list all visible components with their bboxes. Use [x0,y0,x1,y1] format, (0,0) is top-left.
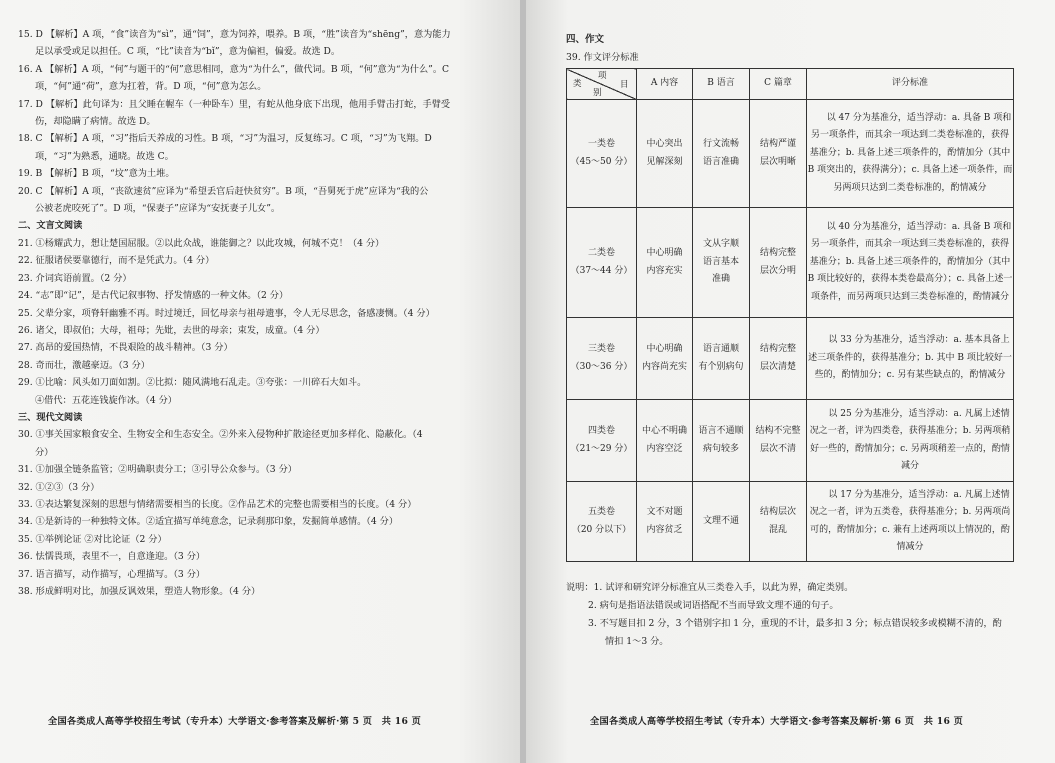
content-cell-line: 内容充实 [646,265,683,276]
corner-bottom-2: 别 [593,88,602,98]
structure-cell-line: 结构不完整 [755,426,801,436]
scoring-table [566,68,1014,562]
category-cell [567,400,637,482]
note-2: 2. 病句是指语法错误或词语搭配不当而导致文理不通的句子。 [588,600,839,611]
language-cell [693,208,750,318]
section-title: 四、作文 [566,34,605,45]
structure-cell-line: 结构层次 [759,507,796,517]
note-3: 3. 不写题目扣 2 分，3 个错别字扣 1 分，重现的不计，最多扣 3 分；标点错误较多或模糊不清的，酌 [588,618,1002,629]
content-cell [637,318,693,400]
structure-cell-line: 层次清楚 [759,361,796,372]
right-page-footer: 全国各类成人高等学校招生考试（专升本）大学语文·参考答案及解析·第 6 页 共 16 页 [590,716,964,727]
answer-continuation: 项，“何”通“荷”，意为扛着，背。D 项，“何”意为怎么。 [35,81,267,93]
category-cell [567,318,637,400]
standard-cell [807,400,1014,482]
content-cell [637,100,693,208]
answer-line: 16. A 【解析】A 项，“何”与题干的“何”意思相同，意为“为什么”，做代词。B 项，“何”意为“为什么”。C [18,63,450,75]
category-cell-line: 五类卷 [587,507,615,517]
standard-text: 以 25 分为基准分，适当浮动：a. 凡属上述情况之一者，评为四类卷，获得基准分；b. 另两项稍好一些的，酌情加分；c. 另两项稍差一点的，酌情减分 [809,408,1011,471]
answer-line: 38. 形成鲜明对比，加强反讽效果，塑造人物形象。（4 分） [18,586,261,597]
structure-cell-line: 层次分明 [759,265,796,276]
category-cell-line: 一类卷 [587,139,615,149]
standard-text: 以 47 分为基准分，适当浮动：a. 具备 B 项和另一项条件，而其余一项达到二类卷标准的，获得基准分；b. 具备上述三项条件的，酌情加分（其中 B 项突出的，获得满分）；c. 具备上述一项条件，而另两项只达到二类卷标准的，酌情减分 [807,112,1013,193]
content-cell [637,208,693,318]
category-cell-line: （30～36 分） [570,361,633,372]
content-cell-line: 文不对题 [646,507,683,517]
content-cell-line: 中心明确 [646,248,683,258]
answer-line: 17. D 【解析】此句译为：且父睡在幄车（一种卧车）里，有蛇从他身底下出现，他用手臂击打蛇，手臂受 [18,98,451,110]
answer-continuation: 足以承受或足以担任。C 项，“比”读音为“bǐ”，意为偏袒，偏爱。故选 D。 [35,46,341,58]
corner-top-1: 项 [598,71,607,81]
category-cell [567,482,637,562]
standard-cell [807,318,1014,400]
language-cell-line: 语言准确 [702,156,739,167]
content-cell [637,400,693,482]
answer-line: 22. 征服诸侯要靠德行，而不是凭武力。（4 分） [18,255,215,267]
language-cell-line: 病句较多 [702,443,739,454]
corner-top-2: 目 [620,80,629,90]
category-cell-line: 四类卷 [587,426,615,436]
language-cell-line: 文理不通 [702,515,739,526]
answer-line: 28. 奇而壮，激越豪迈。（3 分） [18,359,150,371]
table-row [567,100,1014,208]
standard-cell [807,100,1014,208]
answer-continuation: 公被老虎咬死了”。D 项，“保妻子”应译为“安抚妻子儿女”。 [35,203,281,215]
structure-cell-line: 混乱 [768,524,787,535]
language-cell-line: 语言基本 [702,256,739,267]
structure-cell [750,318,807,400]
answer-line: 24. “志”即“记”，是古代记叙事物、抒发情感的一种文体。（2 分） [18,290,289,302]
answer-list [18,26,478,600]
answer-line: 15. D 【解析】A 项，“食”读音为“sì”，通“饲”，意为饲养，喂养。B 项，“胜”读音为“shēng”，意为能力 [18,29,451,40]
category-cell-line: （45～50 分） [570,156,633,167]
category-cell-line: 三类卷 [587,344,615,354]
column-header: A 内容 [637,69,693,100]
standard-cell [807,208,1014,318]
answer-line: 31. ①加强全链条监管；②明确职责分工；③引导公众参与。（3 分） [18,464,297,476]
answer-line: 36. 怯懦畏琐，表里不一，自意逢迎。（3 分） [18,551,206,563]
answer-line: 23. 介词宾语前置。（2 分） [18,272,132,284]
corner-bottom-1: 类 [573,79,582,89]
table-row [567,482,1014,562]
structure-cell-line: 结构完整 [759,344,796,354]
left-page [0,0,522,763]
category-cell [567,208,637,318]
answer-line: 21. ①杨耀武力，想让楚国屈服。②以此众战，谁能御之？以此攻城，何城不克！（4 分） [18,237,385,249]
content-cell-line: 内容空泛 [646,443,683,454]
standard-text: 以 40 分为基准分，适当浮动：a. 具备 B 项和另一项条件，而其余一项达到三类卷标准的，获得基准分；b. 具备上述三项条件的，酌情加分（其中 B 项比较好的，获得本类卷最高分）；c. 具备上述一项条件，而另两项只达到三类卷标准的，酌情减分 [807,221,1013,302]
language-cell [693,318,750,400]
answer-continuation: 分） [35,446,54,458]
structure-cell [750,482,807,562]
structure-cell-line: 层次明晰 [759,156,796,167]
category-cell [567,100,637,208]
content-cell-line: 中心不明确 [641,426,687,436]
structure-cell-line: 结构完整 [759,248,796,258]
answer-line: 20. C 【解析】A 项，“丧欲速贫”应译为“希望丢官后赶快贫穷”。B 项，“吾舅死于虎”应译为“我的公 [18,185,429,197]
table-header-row [567,69,1014,100]
language-cell [693,100,750,208]
note-1: 说明：1. 试评和研究评分标准宜从三类卷入手，以此为界，确定类别。 [566,582,854,593]
structure-cell [750,400,807,482]
language-cell [693,400,750,482]
answer-line: 33. ①表达繁复深刻的思想与情绪需要相当的长度。②作品艺术的完整也需要相当的长度。（4 分） [18,498,417,510]
standard-text: 以 17 分为基准分，适当浮动：a. 凡属上述情况之一者，评为五类卷，获得基准分；b. 另两项尚可的，酌情加分；c. 兼有上述两项以上情况的，酌情减分 [809,489,1011,552]
notes-block [566,579,1016,651]
column-header: 评分标准 [807,69,1014,100]
answer-line: 25. 父辈分家，项脊轩幽雅不再。时过境迁，回忆母亲与祖母遗事，令人无尽思念，备感凄恻。（4 分） [18,307,435,319]
category-cell-line: （20 分以下） [571,524,632,535]
category-cell-line: 二类卷 [587,248,615,258]
table-row [567,208,1014,318]
answer-line: 29. ①比喻：风头如刀面如割。②比拟：随风满地石乱走。③夸张：一川碎石大如斗。 [18,377,367,389]
language-cell-line: 语言通顺 [702,344,739,354]
standard-cell [807,482,1014,562]
content-cell-line: 中心突出 [646,139,683,149]
answer-line: 35. ①举例论证 ②对比论证（2 分） [18,533,167,545]
table-row [567,318,1014,400]
answer-line: 37. 语言描写，动作描写，心理描写。（3 分） [18,568,206,580]
answer-line: 27. 高昂的爱国热情，不畏艰险的战斗精神。（3 分） [18,342,233,354]
language-cell-line: 语言不通顺 [698,426,744,436]
language-cell-line: 文从字顺 [702,239,739,250]
content-cell-line: 见解深刻 [646,156,683,167]
answer-line: 18. C 【解析】A 项，“习”指后天养成的习性。B 项，“习”为温习，反复练习。C 项，“习”为飞翔。D [18,133,432,145]
answer-line: 34. ①是新诗的一种独特文体。②适宜描写单纯意念，记录刹那印象，发掘简单感情。（4 分） [18,516,399,528]
structure-cell-line: 结构严谨 [759,139,796,149]
content-cell-line: 内容贫乏 [646,524,683,535]
content-cell [637,482,693,562]
structure-cell [750,208,807,318]
left-page-footer: 全国各类成人高等学校招生考试（专升本）大学语文·参考答案及解析·第 5 页 共 16 页 [48,716,422,727]
table-row [567,400,1014,482]
language-cell-line: 行文流畅 [702,139,739,149]
content-cell-line: 中心明确 [646,344,683,354]
note-3-continued: 情扣 1～3 分。 [605,636,669,647]
answer-line: 19. B 【解析】B 项，“坟”意为土堆。 [18,168,175,180]
corner-header [567,69,637,100]
category-cell-line: （37～44 分） [570,265,633,276]
table-subtitle: 39. 作文评分标准 [566,52,639,63]
category-cell-line: （21～29 分） [570,443,633,454]
standard-text: 以 33 分为基准分，适当浮动：a. 基本具备上述三项条件的，获得基准分；b. 其中 B 项比较好一些的，酌情加分；c. 另有某些缺点的，酌情减分 [808,335,1012,381]
content-cell-line: 内容尚充实 [641,361,687,372]
answer-line: 26. 诸父，即叔伯；大母，祖母；先妣，去世的母亲；束发，成童。（4 分） [18,324,325,336]
notes-label: 说明： [566,582,594,593]
answer-line: 32. ①②③（3 分） [18,481,100,493]
answer-continuation: ④借代：五花连钱旋作冰。（4 分） [35,394,177,406]
language-cell-line: 准确 [711,274,730,285]
language-cell-line: 有个别病句 [698,361,744,372]
answer-continuation: 项，“习”为熟悉，通晓。故选 C。 [35,150,174,162]
column-header: B 语言 [693,69,750,100]
structure-cell [750,100,807,208]
section-heading: 三、现代文阅读 [18,411,83,423]
answer-continuation: 伤，却隐瞒了病情。故选 D。 [35,116,156,128]
structure-cell-line: 层次不清 [759,443,796,454]
section-heading: 二、文言文阅读 [18,220,83,232]
column-header: C 篇章 [750,69,807,100]
language-cell [693,482,750,562]
answer-line: 30. ①事关国家粮食安全、生物安全和生态安全。②外来入侵物种扩散途径更加多样化、隐蔽化。（4 [18,429,423,441]
